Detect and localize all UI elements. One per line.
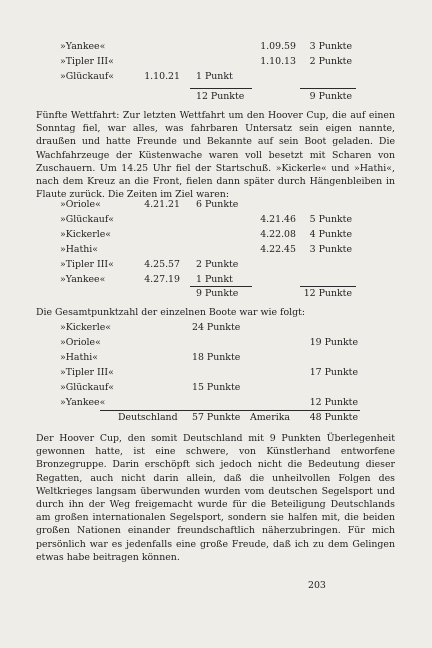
page-number: 203 <box>308 580 326 591</box>
boat-name: »Kickerle« <box>60 229 111 240</box>
points-value: 2 Punkte <box>309 56 352 67</box>
boat-name: »Kickerle« <box>60 322 111 333</box>
points-value: 3 Punkte <box>309 41 352 52</box>
points-value: 5 Punkte <box>309 214 352 225</box>
boat-name: »Oriole« <box>60 199 101 210</box>
sum-rule <box>300 286 356 287</box>
total-america: 9 Punkte <box>309 91 352 102</box>
points-value: 12 Punkte <box>309 397 358 408</box>
boat-name: »Yankee« <box>60 41 106 52</box>
points-value: 24 Punkte <box>192 322 241 333</box>
total-germany: 9 Punkte <box>196 288 239 299</box>
label-america: Amerika <box>250 412 290 423</box>
points-value: 6 Punkte <box>196 199 239 210</box>
points-value: 3 Punkte <box>309 244 352 255</box>
points-value: 2 Punkte <box>196 259 239 270</box>
sum-rule <box>190 286 252 287</box>
boat-name: »Yankee« <box>60 397 106 408</box>
closing-paragraph: Der Hoover Cup, den somit Deutschland mit 9 Punkten Überlegenheit gewonnen hatte, ist eine schwere, von Künstlerhand entworfene Bronzegruppe. Darin erschöpft sich jedoch nicht die Bedeutung dieser Regatten, auch nicht darin allein, daß die unheilvollen Folgen des Weltkrieges langsam überwunden wurden vom deutschen Segelsport und durch ihn der Weg freigemacht wurde für die Beteiligung Deutschlands am großen internationalen Segelsport, sondern sie halfen mit, die beiden großen Nationen einander freundschaftlich näherzubringen. Für mich persönlich war es jedenfalls eine große Freude, daß ich zu dem Gelingen etwas habe beitragen können. <box>36 433 395 563</box>
points-value: 19 Punkte <box>309 337 358 348</box>
points-value: 15 Punkte <box>192 382 241 393</box>
finish-time: 1.09.59 <box>260 41 296 52</box>
finish-time: 4.21.21 <box>144 199 180 210</box>
boat-name: »Tipler III« <box>60 56 114 67</box>
total-america: 48 Punkte <box>309 412 358 423</box>
finish-time: 4.21.46 <box>260 214 296 225</box>
boat-name: »Yankee« <box>60 274 106 285</box>
boat-name: »Glückauf« <box>60 214 115 225</box>
race-report-paragraph: Fünfte Wettfahrt: Zur letzten Wettfahrt um den Hoover Cup, die auf einen Sonntag fiel, war alles, was fahrbaren Untersatz sein eigen nannte, draußen und hatte Freunde und Bekannte auf sein Boot geladen. Die Wachfahrzeuge der Küstenwache waren voll besetzt mit Scharen von Zuschauern. Um 14.25 Uhr fiel der Startschuß. »Kickerle« und »Hathi«, nach dem Kreuz an die Front, fielen dann später durch Hängenbleiben in Flaute zurück. Die Zeiten im Ziel waren: <box>36 110 395 201</box>
finish-time: 1.10.13 <box>260 56 296 67</box>
finish-time: 1.10.21 <box>144 71 180 82</box>
points-value: 1 Punkt <box>196 71 233 82</box>
points-value: 1 Punkt <box>196 274 233 285</box>
sum-rule <box>190 88 252 89</box>
label-germany: Deutschland <box>118 412 178 423</box>
summary-intro: Die Gesamtpunktzahl der einzelnen Boote war wie folgt: <box>36 307 306 318</box>
finish-time: 4.25.57 <box>144 259 180 270</box>
total-germany: 57 Punkte <box>192 412 241 423</box>
total-germany: 12 Punkte <box>196 91 245 102</box>
points-value: 18 Punkte <box>192 352 241 363</box>
boat-name: »Oriole« <box>60 337 101 348</box>
finish-time: 4.22.08 <box>260 229 296 240</box>
boat-name: »Glückauf« <box>60 71 115 82</box>
points-value: 17 Punkte <box>309 367 358 378</box>
boat-name: »Glückauf« <box>60 382 115 393</box>
finish-time: 4.22.45 <box>260 244 296 255</box>
boat-name: »Hathi« <box>60 244 99 255</box>
sum-rule <box>300 88 356 89</box>
points-value: 4 Punkte <box>309 229 352 240</box>
boat-name: »Tipler III« <box>60 367 114 378</box>
total-america: 12 Punkte <box>303 288 352 299</box>
boat-name: »Hathi« <box>60 352 99 363</box>
finish-time: 4.27.19 <box>144 274 180 285</box>
sum-rule <box>100 410 360 411</box>
boat-name: »Tipler III« <box>60 259 114 270</box>
